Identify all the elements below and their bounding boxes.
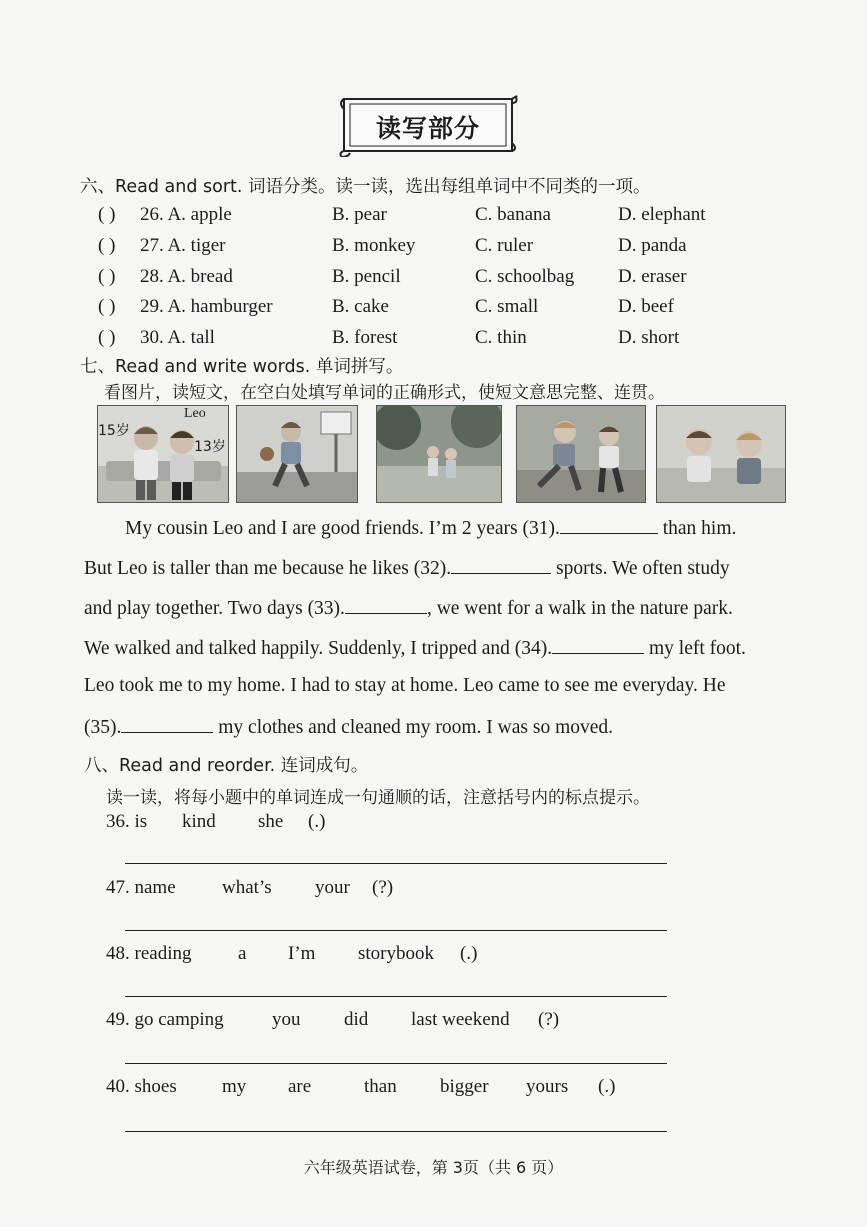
option-d: D. panda — [618, 235, 687, 256]
reorder-item-47 — [106, 877, 666, 903]
reorder-punct: (?) — [538, 1009, 560, 1030]
name-label-leo: Leo — [184, 406, 206, 421]
reorder-item-36 — [106, 811, 666, 837]
option-b: B. cake — [332, 296, 389, 317]
option-a: 29. A. hamburger — [140, 296, 273, 317]
section7-instruction: 看图片，读短文，在空白处填写单词的正确形式，使短文意思完整、连贯。 — [104, 383, 665, 403]
blank-31[interactable] — [560, 515, 658, 534]
passage-text: and play together. Two days (33). — [84, 598, 345, 619]
answer-line-48[interactable] — [125, 996, 667, 997]
picture-park-walk — [376, 405, 502, 503]
reorder-word: than — [364, 1076, 397, 1097]
reorder-number-word: 48. reading — [106, 943, 192, 964]
option-b: B. pencil — [332, 266, 401, 287]
passage-text: sports. We often study — [551, 558, 730, 579]
boys-at-home-icon — [657, 406, 785, 502]
reorder-number-word: 36. is — [106, 811, 148, 832]
passage-line-5: Leo took me to my home. I had to stay at home. Leo came to see me everyday. He — [84, 675, 726, 696]
passage-text: (35). — [84, 717, 122, 738]
passage-text: my left foot. — [644, 638, 746, 659]
passage-line-3 — [84, 595, 778, 620]
picture-basketball — [236, 405, 358, 503]
page-footer: 六年级英语试卷，第 3页（共 6 页） — [303, 1158, 564, 1177]
reorder-word: what’s — [222, 877, 272, 898]
option-c: C. thin — [475, 327, 527, 348]
reorder-number-word: 49. go camping — [106, 1009, 224, 1030]
answer-line-40[interactable] — [125, 1131, 667, 1132]
answer-paren[interactable]: ( ) — [98, 296, 116, 317]
age-label-left: 15岁 — [98, 423, 130, 439]
option-b: B. pear — [332, 204, 387, 225]
reorder-punct: (.) — [308, 811, 326, 832]
answer-paren[interactable]: ( ) — [98, 204, 116, 225]
reorder-word: bigger — [440, 1076, 489, 1097]
blank-34[interactable] — [552, 635, 644, 654]
section8-heading: 八、Read and reorder. 连词成句。 — [84, 756, 369, 776]
question-row-27 — [98, 235, 798, 261]
answer-paren[interactable]: ( ) — [98, 266, 116, 287]
reorder-punct: (?) — [372, 877, 394, 898]
section7-heading: 七、Read and write words. 单词拼写。 — [80, 357, 404, 377]
reorder-word: storybook — [358, 943, 434, 964]
section6-heading: 六、Read and sort. 词语分类。读一读，选出每组单词中不同类的一项。 — [80, 177, 651, 197]
passage-line-2 — [84, 555, 778, 580]
question-row-30 — [98, 327, 798, 353]
reorder-word: she — [258, 811, 284, 832]
option-d: D. eraser — [618, 266, 687, 287]
answer-paren[interactable]: ( ) — [98, 327, 116, 348]
question-row-29 — [98, 296, 798, 322]
reorder-item-40 — [106, 1076, 666, 1102]
boys-walking-in-park-icon — [377, 406, 501, 502]
option-c: C. ruler — [475, 235, 534, 256]
option-a: 30. A. tall — [140, 327, 215, 348]
passage-text: But Leo is taller than me because he likes (32). — [84, 558, 452, 579]
reorder-word: yours — [526, 1076, 569, 1097]
option-a: 28. A. bread — [140, 266, 233, 287]
question-row-26 — [98, 204, 798, 230]
picture-friends — [97, 405, 229, 503]
passage-text: My cousin Leo and I are good friends. I’m 2 years (31). — [125, 518, 560, 539]
option-d: D. elephant — [618, 204, 706, 225]
option-a: 26. A. apple — [140, 204, 232, 225]
passage-line-1 — [125, 515, 778, 540]
option-c: C. schoolbag — [475, 266, 575, 287]
option-d: D. short — [618, 327, 680, 348]
age-label-right: 13岁 — [194, 439, 226, 455]
reorder-word: I’m — [288, 943, 316, 964]
answer-line-36[interactable] — [125, 863, 667, 864]
reorder-number-word: 47. name — [106, 877, 176, 898]
passage-line-4 — [84, 635, 778, 660]
reorder-number-word: 40. shoes — [106, 1076, 177, 1097]
passage-text: , we went for a walk in the nature park. — [426, 598, 733, 619]
passage-text: than him. — [657, 518, 737, 539]
blank-35[interactable] — [121, 714, 213, 733]
option-c: C. banana — [475, 204, 551, 225]
picture-at-home — [656, 405, 786, 503]
passage-text: We walked and talked happily. Suddenly, I tripped and (34). — [84, 638, 553, 659]
reorder-word: last weekend — [411, 1009, 510, 1030]
banner-title: 读写部分 — [375, 114, 480, 143]
reorder-punct: (.) — [598, 1076, 616, 1097]
reorder-item-48 — [106, 943, 666, 969]
reorder-word: did — [344, 1009, 369, 1030]
option-b: B. monkey — [332, 235, 416, 256]
reorder-item-49 — [106, 1009, 666, 1035]
option-d: D. beef — [618, 296, 674, 317]
passage-line-6 — [84, 714, 778, 739]
reorder-word: kind — [182, 811, 216, 832]
reorder-word: you — [272, 1009, 301, 1030]
reorder-word: your — [315, 877, 350, 898]
reorder-word: my — [222, 1076, 247, 1097]
option-b: B. forest — [332, 327, 398, 348]
blank-33[interactable] — [345, 595, 427, 614]
answer-line-47[interactable] — [125, 930, 667, 931]
boy-tripping-icon — [517, 406, 645, 502]
reorder-punct: (.) — [460, 943, 478, 964]
option-c: C. small — [475, 296, 539, 317]
reorder-word: a — [238, 943, 247, 964]
picture-tripping — [516, 405, 646, 503]
answer-line-49[interactable] — [125, 1063, 667, 1064]
question-row-28 — [98, 266, 798, 292]
passage-text: my clothes and cleaned my room. I was so moved. — [213, 717, 614, 738]
reorder-word: are — [288, 1076, 312, 1097]
blank-32[interactable] — [451, 555, 551, 574]
section8-instruction: 读一读，将每小题中的单词连成一句通顺的话，注意括号内的标点提示。 — [106, 788, 650, 808]
answer-paren[interactable]: ( ) — [98, 235, 116, 256]
boy-playing-basketball-icon — [237, 406, 357, 502]
option-a: 27. A. tiger — [140, 235, 226, 256]
section-banner — [338, 95, 518, 157]
